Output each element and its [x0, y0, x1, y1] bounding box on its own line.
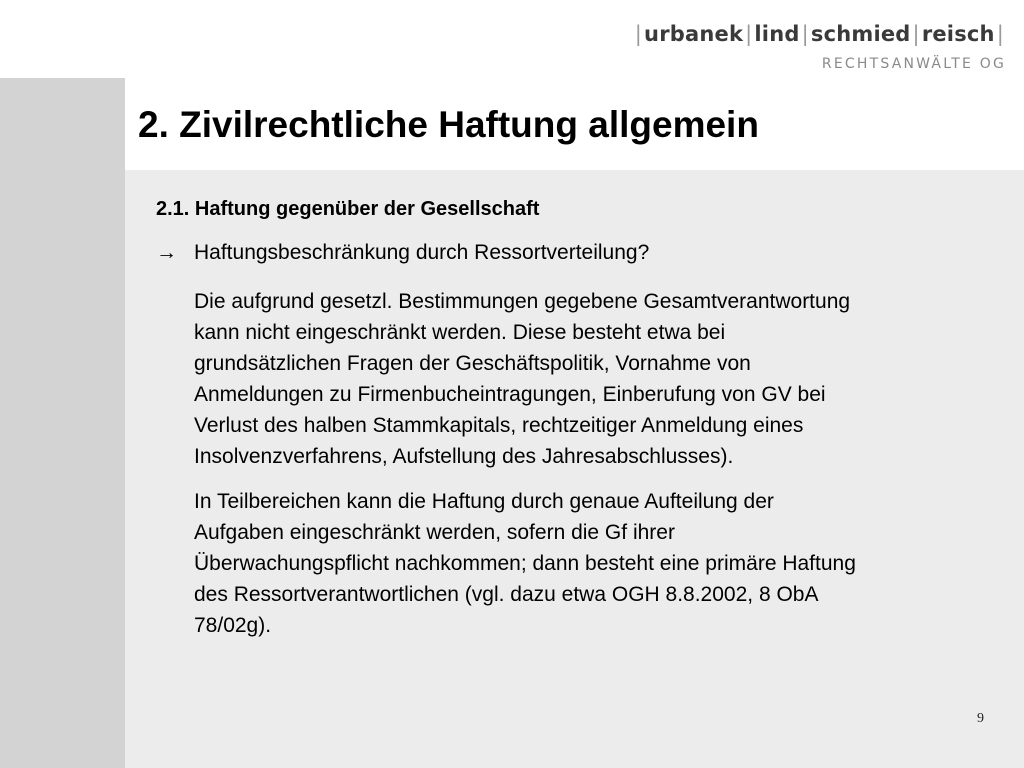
logo-name-lind: lind: [754, 22, 800, 46]
paragraph-line: des Ressortverantwortlichen (vgl. dazu etwa OGH 8.8.2002, 8 ObA: [194, 583, 819, 606]
logo-name-urbanek: urbanek: [644, 22, 744, 46]
paragraph-line: Anmeldungen zu Firmenbucheintragungen, Einberufung von GV bei: [194, 383, 826, 406]
bullet-text: Haftungsbeschränkung durch Ressortverteilung?: [194, 241, 650, 264]
logo-separator: |: [996, 22, 1004, 46]
paragraph-teilbereiche: [194, 486, 1004, 641]
paragraph-line: Insolvenzverfahrens, Aufstellung des Jahresabschlusses).: [194, 445, 734, 468]
left-decorative-bar: [0, 78, 125, 768]
firm-logo: [633, 22, 1006, 72]
paragraph-gesamtverantwortung: [194, 286, 1004, 472]
logo-separator: |: [634, 22, 643, 46]
paragraph-line: In Teilbereichen kann die Haftung durch genaue Aufteilung der: [194, 490, 774, 513]
logo-separator: |: [801, 22, 809, 46]
arrow-right-icon: →: [156, 241, 177, 264]
slide-title: 2. Zivilrechtliche Haftung allgemein: [138, 104, 759, 145]
bullet-item: [156, 241, 649, 265]
paragraph-line: Überwachungspflicht nachkommen; dann besteht eine primäre Haftung: [194, 552, 856, 575]
paragraph-line: Aufgaben eingeschränkt werden, sofern die Gf ihrer: [194, 521, 675, 544]
logo-separator: |: [912, 22, 920, 46]
paragraph-line: grundsätzlichen Fragen der Geschäftspolitik, Vornahme von: [194, 352, 751, 375]
logo-name-schmied: schmied: [810, 22, 911, 46]
logo-separator: |: [745, 22, 753, 46]
paragraph-line: Die aufgrund gesetzl. Bestimmungen gegebene Gesamtverantwortung: [194, 290, 851, 313]
page-number: 9: [977, 711, 984, 726]
paragraph-line: Verlust des halben Stammkapitals, rechtzeitiger Anmeldung eines: [194, 414, 804, 437]
section-subheading: 2.1. Haftung gegenüber der Gesellschaft: [156, 198, 540, 220]
logo-names: [633, 22, 1006, 46]
logo-subtitle: RECHTSANWÄLTE OG: [821, 56, 1006, 72]
logo-name-reisch: reisch: [921, 22, 995, 46]
paragraph-line: 78/02g).: [194, 614, 272, 637]
paragraph-line: kann nicht eingeschränkt werden. Diese besteht etwa bei: [194, 321, 726, 344]
